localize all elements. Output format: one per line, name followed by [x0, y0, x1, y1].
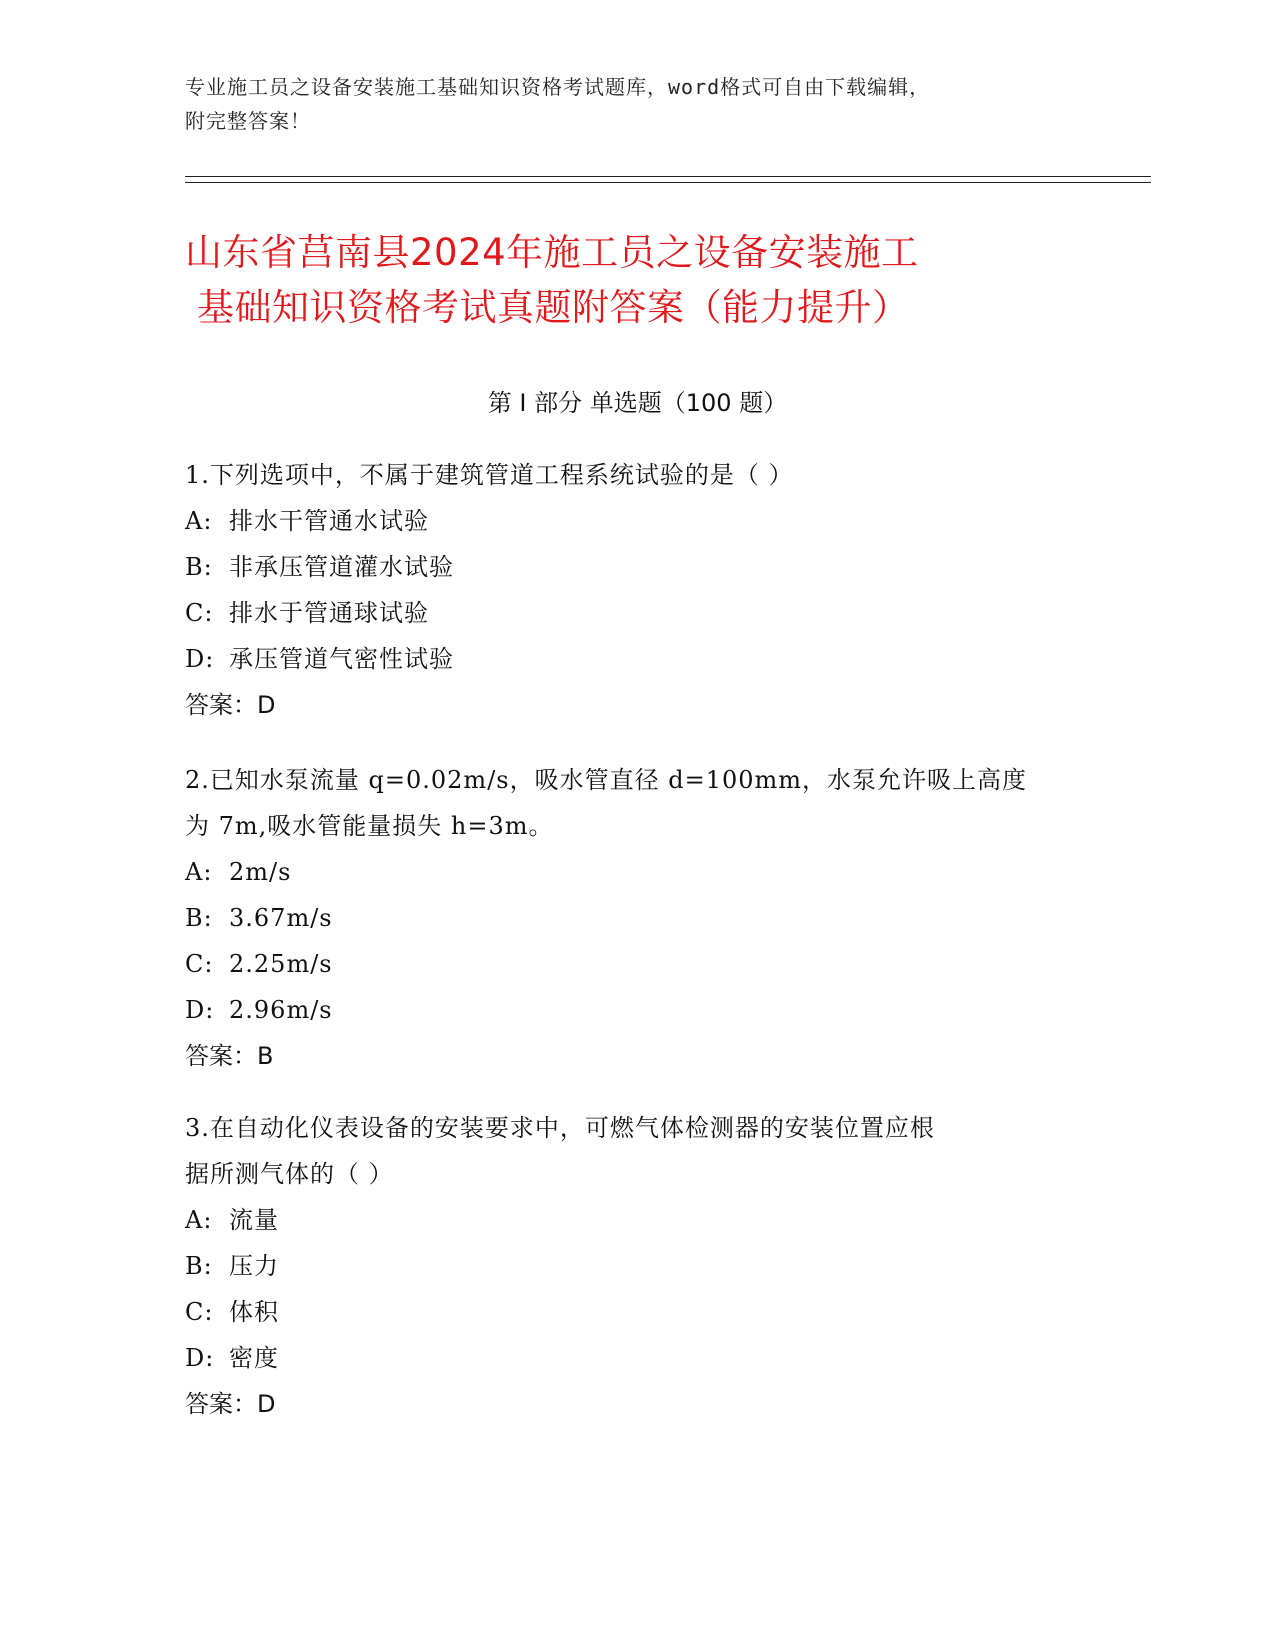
option-d: [185, 1335, 1085, 1381]
answer-line: 答案：B: [185, 1042, 274, 1070]
answer-line: 答案：D: [185, 1390, 276, 1418]
header-note-line-2: 附完整答案！: [185, 109, 311, 133]
option-key: C:: [185, 599, 214, 627]
option-b: [185, 544, 1085, 590]
option-text: 承压管道气密性试验: [229, 645, 454, 673]
document-title: [185, 225, 1105, 335]
option-d: [185, 987, 1085, 1033]
question-1: [185, 452, 1085, 728]
option-key: B:: [185, 1252, 213, 1280]
option-text: 流量: [229, 1206, 279, 1234]
option-key: C:: [185, 1298, 214, 1326]
option-text: 压力: [229, 1252, 279, 1280]
option-text: 2.96m/s: [229, 996, 333, 1024]
option-key: B:: [185, 553, 213, 581]
option-key: B:: [185, 904, 213, 932]
option-a: [185, 498, 1085, 544]
option-text: 排水干管通水试验: [229, 507, 429, 535]
question-3: [185, 1105, 1085, 1427]
option-text: 体积: [229, 1298, 279, 1326]
option-text: 排水于管通球试验: [229, 599, 429, 627]
question-stem-line-2: 为 7m,吸水管能量损失 h=3m。: [185, 812, 554, 840]
header-note: [185, 70, 1065, 138]
option-b: [185, 895, 1085, 941]
section-title: 第 I 部分 单选题（100 题）: [487, 389, 788, 417]
option-key: D:: [185, 1344, 215, 1372]
option-text: 密度: [229, 1344, 279, 1372]
option-text: 2m/s: [229, 858, 292, 886]
option-b: [185, 1243, 1085, 1289]
option-text: 2.25m/s: [229, 950, 333, 978]
answer-line: 答案：D: [185, 691, 276, 719]
document-title-line-1: 山东省莒南县2024年施工员之设备安装施工: [185, 231, 919, 274]
header-divider-top: [185, 176, 1151, 177]
option-key: A:: [185, 858, 213, 886]
option-c: [185, 590, 1085, 636]
question-2: [185, 757, 1085, 1079]
option-a: [185, 1197, 1085, 1243]
header-note-line-1: 专业施工员之设备安装施工基础知识资格考试题库，word格式可自由下载编辑，: [185, 75, 931, 99]
option-c: [185, 1289, 1085, 1335]
document-title-line-2: 基础知识资格考试真题附答案（能力提升）: [197, 286, 910, 329]
question-stem: 1.下列选项中，不属于建筑管道工程系统试验的是（ ）: [185, 461, 794, 489]
option-a: [185, 849, 1085, 895]
option-text: 3.67m/s: [229, 904, 333, 932]
option-key: A:: [185, 1206, 213, 1234]
option-d: [185, 636, 1085, 682]
header-divider-bottom: [185, 182, 1151, 183]
question-stem-line-2: 据所测气体的（ ）: [185, 1160, 394, 1188]
option-c: [185, 941, 1085, 987]
option-key: C:: [185, 950, 214, 978]
question-stem-line-1: 3.在自动化仪表设备的安装要求中，可燃气体检测器的安装位置应根: [185, 1114, 935, 1142]
option-key: D:: [185, 996, 215, 1024]
option-key: D:: [185, 645, 215, 673]
question-stem-line-1: 2.已知水泵流量 q=0.02m/s，吸水管直径 d=100mm，水泵允许吸上高度: [185, 766, 1028, 794]
option-key: A:: [185, 507, 213, 535]
option-text: 非承压管道灌水试验: [229, 553, 454, 581]
